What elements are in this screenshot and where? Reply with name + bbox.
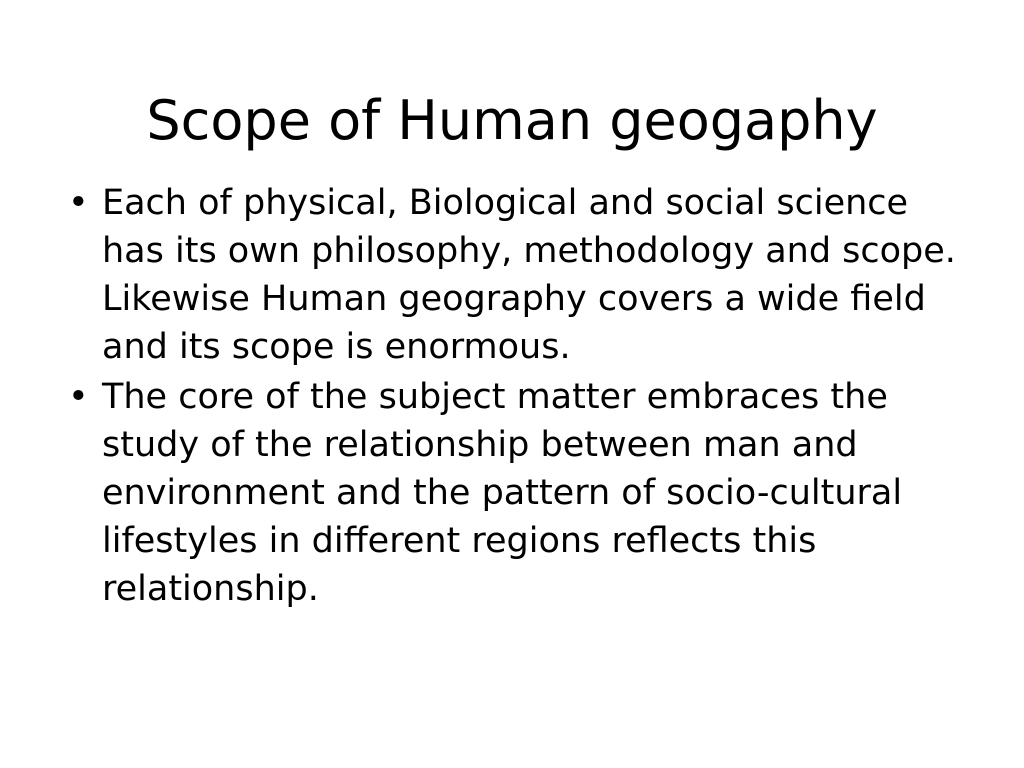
bullet-icon: • — [68, 376, 89, 417]
list-item — [60, 374, 980, 614]
list-item-text: The core of the subject matter embraces the study of the relationship between man and environment and the pattern of socio-cultural lifestyles in different regions reflects this relationship. — [102, 376, 903, 609]
bullet-icon: • — [68, 183, 89, 223]
slide-body — [60, 180, 980, 615]
bullet-list — [60, 180, 980, 613]
list-item — [60, 180, 980, 372]
page-title: Scope of Human geogaphy — [146, 89, 878, 153]
list-item-text: Each of physical, Biological and social science has its own philosophy, methodology and scope. Likewise Human geography covers a wide field and its scope is enormous. — [102, 183, 956, 367]
